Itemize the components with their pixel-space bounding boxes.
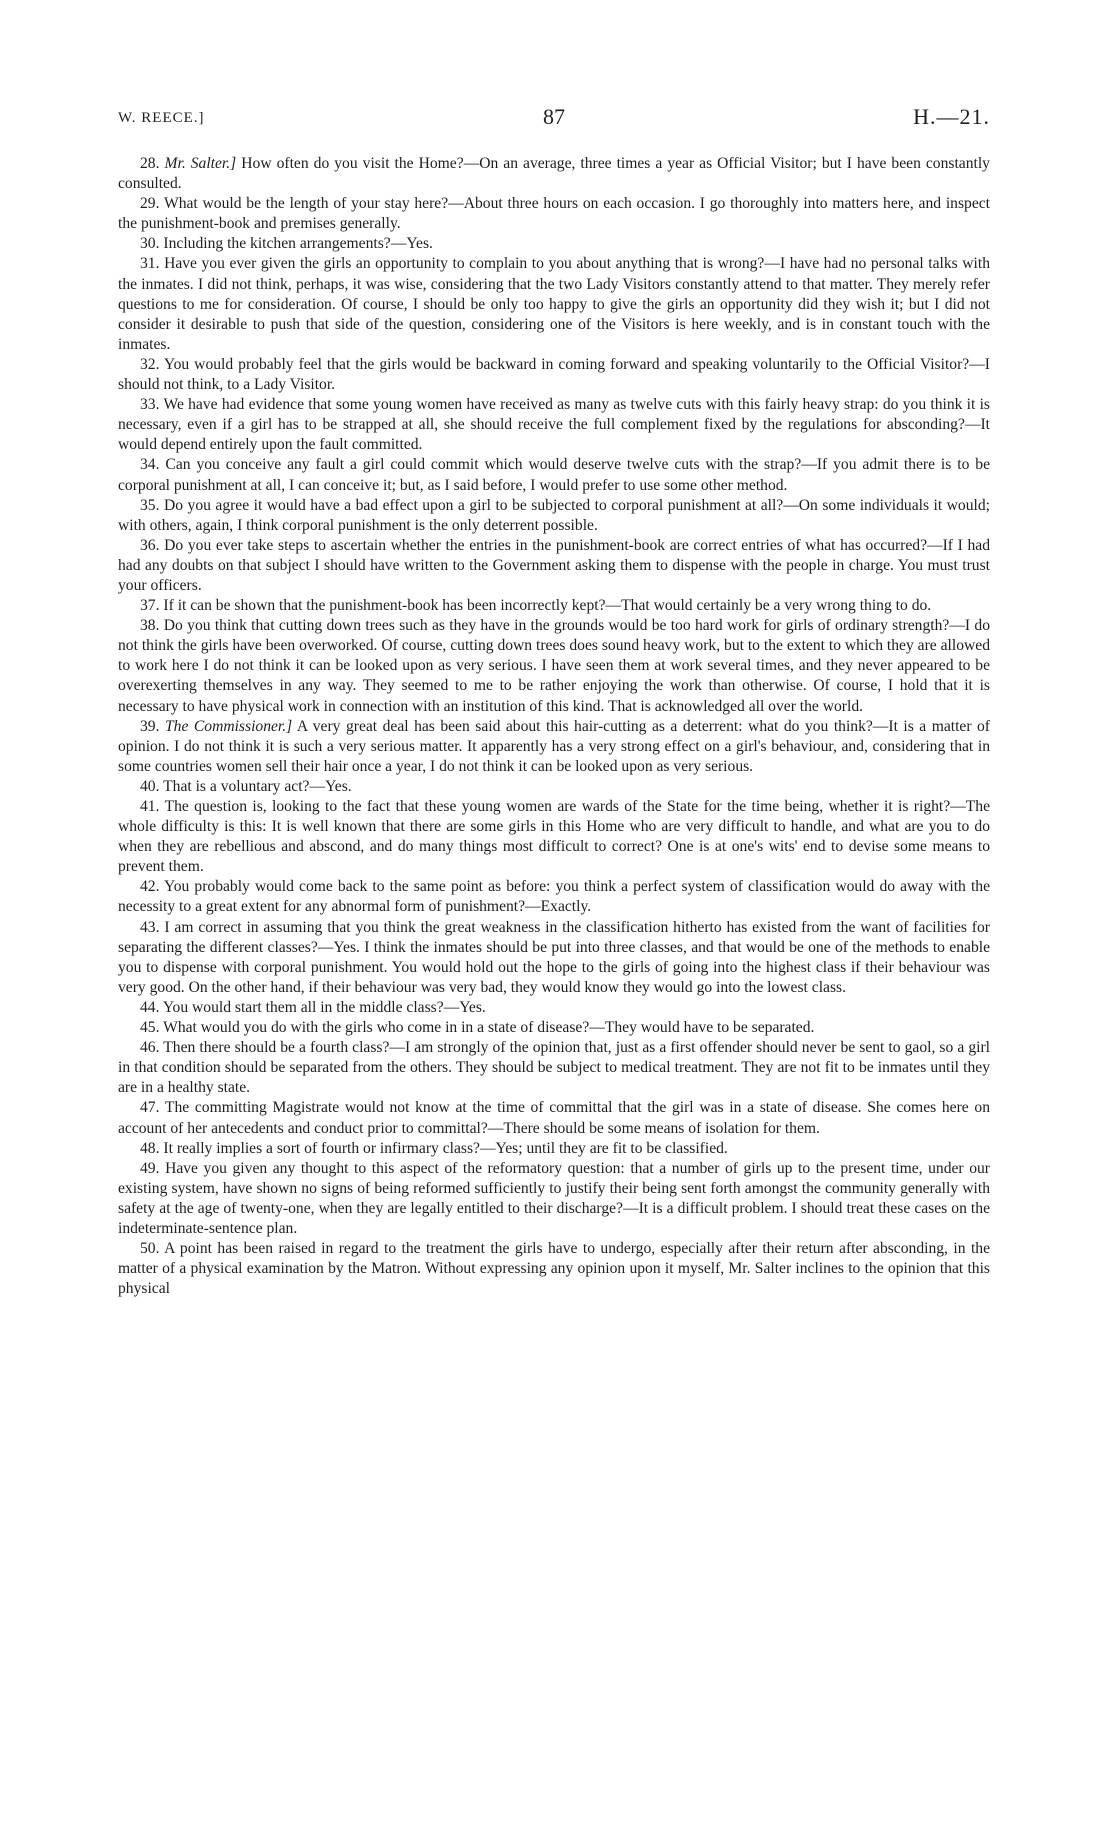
testimony-paragraph: [118, 998, 990, 1018]
question-number: 38.: [140, 617, 160, 635]
question-answer-text: Do you agree it would have a bad effect upon a girl to be subjected to corporal punishment at all?—On some individuals it would; with others, again, I think corporal punishment is the only deterrent possible.: [118, 496, 990, 534]
question-answer-text: Then there should be a fourth class?—I am strongly of the opinion that, just as a first offender should never be sent to gaol, so a girl in that condition should be separated from the others. They should be subject to medical treatment. They are not fit to be inmates until they are in a healthy state.: [118, 1039, 990, 1097]
testimony-paragraph: [118, 536, 990, 596]
question-answer-text: Do you think that cutting down trees such as they have in the grounds would be too hard work for girls of ordinary strength?—I do not think the girls have been overworked. Of course, cutting down trees does sound heavy work, but to the extent to which they are allowed to work here I do not think it can be looked upon as very serious. I have seen them at work several times, and they never appeared to be overexerting themselves in any way. They seemed to me to be rather enjoying the work than otherwise. Of course, I hold that it is necessary to have physical work in connection with an institution of this kind. That is acknowledged all over the world.: [118, 617, 990, 715]
page-number: 87: [543, 104, 565, 129]
question-answer-text: Do you ever take steps to ascertain whether the entries in the punishment-book are correct entries of what has occurred?—If I had had any doubts on that subject I should have written to the Government asking them to dispense with the people in charge. You must trust your officers.: [118, 536, 990, 594]
page-header: [118, 104, 990, 142]
testimony-paragraph: [118, 395, 990, 455]
speaker-label: The Commissioner.]: [165, 717, 293, 735]
testimony-paragraph: [118, 1239, 990, 1299]
testimony-paragraph: [118, 1159, 990, 1239]
question-number: 34.: [140, 456, 160, 474]
testimony-paragraph: [118, 596, 990, 616]
question-number: 39.: [140, 717, 160, 735]
question-number: 44.: [140, 998, 160, 1016]
testimony-paragraph: [118, 777, 990, 797]
question-number: 29.: [140, 195, 160, 213]
testimony-paragraph: [118, 1139, 990, 1159]
testimony-paragraph: [118, 1038, 990, 1098]
question-number: 50.: [140, 1240, 160, 1258]
question-answer-text: Have you given any thought to this aspect of the reformatory question: that a number of girls up to the present time, under our existing system, have shown no signs of being reformed sufficiently to justify their being sent forth amongst the community generally with safety at the age of twenty-one, when they are legally entitled to their discharge?—It is a difficult problem. I should treat these cases on the indeterminate-sentence plan.: [118, 1159, 990, 1237]
testimony-paragraph: [118, 877, 990, 917]
question-answer-text: What would be the length of your stay here?—About three hours on each occasion. I go thoroughly into matters here, and inspect the punishment-book and premises generally.: [118, 195, 990, 233]
testimony-paragraph: [118, 496, 990, 536]
question-answer-text: I am correct in assuming that you think the great weakness in the classification hitherto has existed from the want of facilities for separating the different classes?—Yes. I think the inmates should be put into three classes, and that would be one of the methods to enable you to dispense with corporal punishment. You would hold out the hope to the girls of going into the highest class if their behaviour was very good. On the other hand, if their behaviour was very bad, they would know they would go into the lowest class.: [118, 918, 990, 996]
question-number: 36.: [140, 536, 160, 554]
question-answer-text: Can you conceive any fault a girl could commit which would deserve twelve cuts with the strap?—If you admit there is to be corporal punishment at all, I can conceive it; but, as I said before, I would prefer to use some other method.: [118, 456, 990, 494]
question-answer-text: Have you ever given the girls an opportunity to complain to you about anything that is wrong?—I have had no personal talks with the inmates. I did not think, perhaps, it was wise, considering that the two Lady Visitors constantly attend to that matter. They merely refer questions to me for consideration. Of course, I should be only too happy to give the girls an opportunity did they wish it; but I did not consider it desirable to push that side of the question, considering one of the Visitors is here weekly, and is in constant touch with the inmates.: [118, 255, 990, 353]
testimony-paragraph: [118, 918, 990, 998]
testimony-paragraph: [118, 194, 990, 234]
question-number: 35.: [140, 496, 160, 514]
question-number: 45.: [140, 1019, 160, 1037]
question-answer-text: A very great deal has been said about this hair-cutting as a deterrent: what do you think?—It is a matter of opinion. I do not think it is such a very serious matter. It apparently has a very strong effect on a girl's behaviour, and, considering that in some countries women sell their hair once a year, I do not think it can be looked upon as very serious.: [118, 717, 991, 775]
testimony-paragraph: [118, 797, 990, 877]
question-number: 30.: [140, 235, 160, 253]
testimony-paragraph: [118, 234, 990, 254]
question-number: 31.: [140, 255, 160, 273]
witness-name: W. REECE.]: [118, 110, 205, 126]
document-reference: H.—21.: [913, 104, 990, 129]
question-number: 42.: [140, 878, 160, 896]
testimony-paragraph: [118, 1098, 990, 1138]
question-answer-text: How often do you visit the Home?—On an average, three times a year as Official Visitor; but I have been constantly consulted.: [118, 155, 990, 193]
testimony-paragraph: [118, 254, 990, 354]
speaker-label: Mr. Salter.]: [164, 155, 237, 172]
testimony-paragraph: [118, 717, 990, 777]
question-answer-text: It really implies a sort of fourth or infirmary class?—Yes; until they are fit to be classified.: [163, 1139, 728, 1157]
question-answer-text: That is a voluntary act?—Yes.: [163, 777, 352, 795]
question-answer-text: You would start them all in the middle class?—Yes.: [162, 998, 486, 1016]
question-answer-text: We have had evidence that some young women have received as many as twelve cuts with this fairly heavy strap: do you think it is necessary, even if a girl has to be strapped at all, she should receive the full complement fixed by the regulations for absconding?—It would depend entirely upon the fault committed.: [118, 396, 990, 454]
testimony-paragraph: [118, 154, 990, 194]
question-number: 41.: [140, 798, 160, 815]
question-number: 47.: [140, 1099, 160, 1117]
question-number: 37.: [140, 597, 160, 615]
question-number: 46.: [140, 1039, 160, 1057]
testimony-paragraph: [118, 1018, 990, 1038]
question-number: 32.: [140, 355, 160, 373]
question-number: 43.: [140, 918, 160, 936]
question-answer-text: What would you do with the girls who come in in a state of disease?—They would have to be separated.: [163, 1019, 815, 1037]
testimony-body: [118, 154, 990, 1299]
question-answer-text: The committing Magistrate would not know at the time of committal that the girl was in a state of disease. She comes here on account of her antecedents and conduct prior to committal?—There should be some means of isolation for them.: [118, 1099, 990, 1137]
question-number: 33.: [140, 396, 160, 414]
question-answer-text: You probably would come back to the same point as before: you think a perfect system of classification would do away with the necessity to a great extent for any abnormal form of punishment?—Exactly.: [118, 878, 991, 916]
document-page: [118, 104, 990, 1299]
question-number: 28.: [140, 155, 160, 172]
question-number: 49.: [140, 1159, 160, 1177]
question-answer-text: A point has been raised in regard to the treatment the girls have to undergo, especially after their return after absconding, in the matter of a physical examination by the Matron. Without expressing any opinion upon it myself, Mr. Salter inclines to the opinion that this physical: [118, 1240, 990, 1298]
question-number: 48.: [140, 1139, 160, 1157]
question-answer-text: If it can be shown that the punishment-book has been incorrectly kept?—That would certainly be a very wrong thing to do.: [163, 597, 932, 615]
question-number: 40.: [140, 777, 160, 795]
question-answer-text: Including the kitchen arrangements?—Yes.: [163, 235, 433, 253]
testimony-paragraph: [118, 355, 990, 395]
question-answer-text: You would probably feel that the girls would be backward in coming forward and speaking voluntarily to the Official Visitor?—I should not think, to a Lady Visitor.: [118, 355, 990, 394]
testimony-paragraph: [118, 616, 990, 716]
testimony-paragraph: [118, 455, 990, 495]
question-answer-text: The question is, looking to the fact that these young women are wards of the State for the time being, whether it is right?—The whole difficulty is this: It is well known that there are some girls in this Home who are very difficult to handle, and what are you to do when they are rebellious and abscond, and do many things most difficult to correct? One is at one's wits' end to devise some means to prevent them.: [118, 798, 991, 876]
